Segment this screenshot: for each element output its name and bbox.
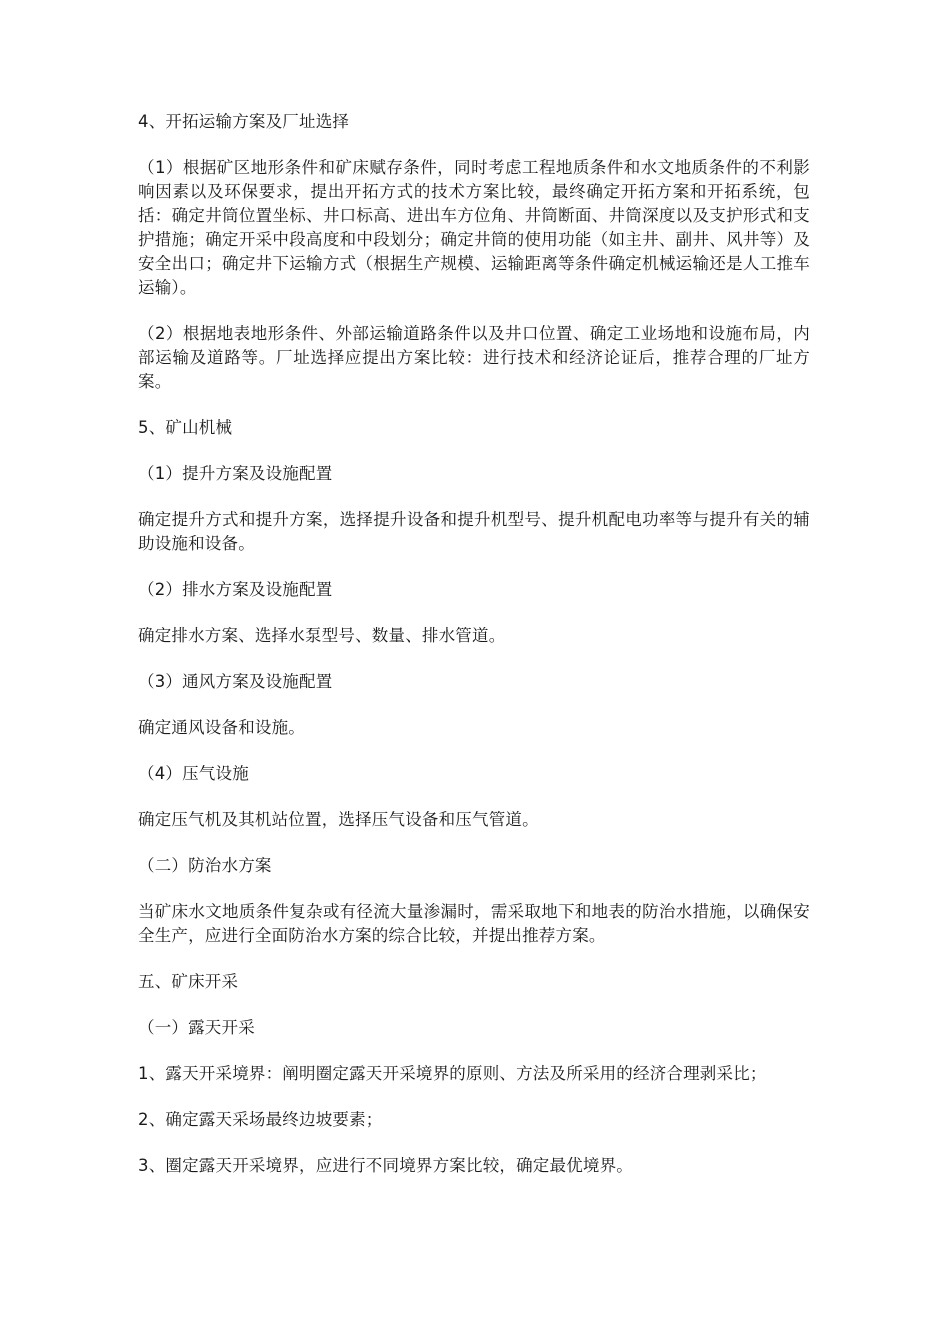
paragraph-water-control: 当矿床水文地质条件复杂或有径流大量渗漏时，需采取地下和地表的防治水措施，以确保安全生产，应进行全面防治水方案的综合比较，并提出推荐方案。 bbox=[138, 902, 810, 945]
subheading-hoisting: （1）提升方案及设施配置 bbox=[138, 464, 333, 483]
subheading-open-pit: （一）露天开采 bbox=[138, 1018, 255, 1037]
list-item-slope-elements: 2、确定露天采场最终边坡要素； bbox=[138, 1110, 383, 1129]
paragraph-compressed-air: 确定压气机及其机站位置，选择压气设备和压气管道。 bbox=[138, 810, 539, 829]
section-heading-development-transport: 4、开拓运输方案及厂址选择 bbox=[138, 112, 350, 131]
section-heading-mine-machinery: 5、矿山机械 bbox=[138, 418, 233, 437]
paragraph-site-selection: （2）根据地表地形条件、外部运输道路条件以及井口位置、确定工业场地和设施布局，内部运输及道路等。厂址选择应提出方案比较：进行技术和经济论证后，推荐合理的厂址方案。 bbox=[138, 324, 810, 391]
subheading-ventilation: （3）通风方案及设施配置 bbox=[138, 672, 333, 691]
subheading-drainage: （2）排水方案及设施配置 bbox=[138, 580, 333, 599]
paragraph-drainage: 确定排水方案、选择水泵型号、数量、排水管道。 bbox=[138, 626, 506, 645]
subheading-compressed-air: （4）压气设施 bbox=[138, 764, 249, 783]
list-item-boundary-comparison: 3、圈定露天开采境界，应进行不同境界方案比较，确定最优境界。 bbox=[138, 1156, 633, 1175]
paragraph-hoisting: 确定提升方式和提升方案，选择提升设备和提升机型号、提升机配电功率等与提升有关的辅助设施和设备。 bbox=[138, 510, 810, 553]
list-item-open-pit-boundary: 1、露天开采境界：阐明圈定露天开采境界的原则、方法及所采用的经济合理剥采比； bbox=[138, 1064, 767, 1083]
section-heading-mining: 五、矿床开采 bbox=[138, 972, 239, 991]
paragraph-development-scheme: （1）根据矿区地形条件和矿床赋存条件，同时考虑工程地质条件和水文地质条件的不利影响因素以及环保要求，提出开拓方式的技术方案比较，最终确定开拓方案和开拓系统，包括：确定井筒位置坐标、井口标高、进出车方位角、井筒断面、井筒深度以及支护形式和支护措施；确定开采中段高度和中段划分；确定井筒的使用功能（如主井、副井、风井等）及安全出口；确定井下运输方式（根据生产规模、运输距离等条件确定机械运输还是人工推车运输）。 bbox=[138, 158, 810, 297]
subheading-water-control: （二）防治水方案 bbox=[138, 856, 272, 875]
paragraph-ventilation: 确定通风设备和设施。 bbox=[138, 718, 305, 737]
